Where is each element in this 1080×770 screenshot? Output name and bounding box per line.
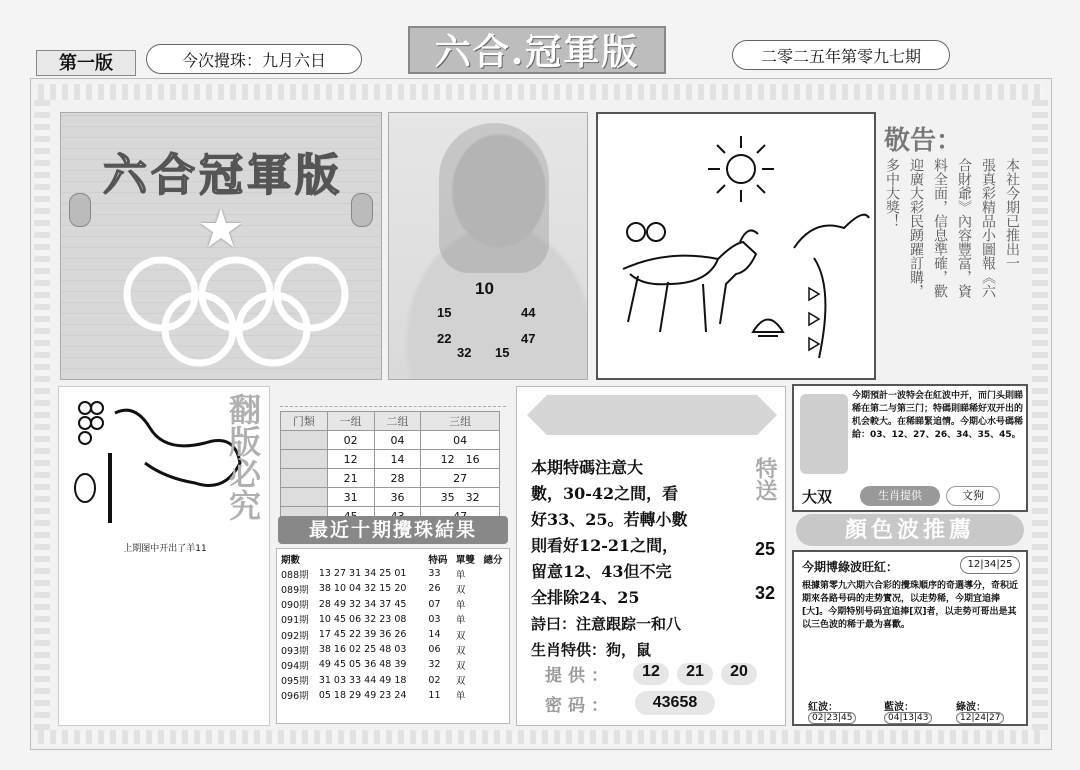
results-issue: 091期 <box>281 615 309 627</box>
red-wave-label: 紅波： <box>808 702 838 713</box>
zone-cell: 14 <box>374 450 421 469</box>
zone-cell: 36 <box>374 488 421 507</box>
zone-header-cell: 一组 <box>327 412 374 431</box>
results-special: 14 <box>428 629 441 641</box>
red-wave-value: 02|23|45 <box>808 712 856 724</box>
zone-table-title <box>280 392 506 407</box>
results-issue: 089期 <box>281 584 309 596</box>
results-oe: 单 <box>455 569 466 581</box>
results-special: 32 <box>428 659 441 671</box>
notice-title: 敬告： <box>884 126 963 156</box>
lantern-right-icon <box>351 193 373 227</box>
zone-cell: 04 <box>374 431 421 450</box>
shengxiao-value: 文狗 <box>946 486 1000 506</box>
zone-table-header <box>281 412 500 431</box>
results-special: 06 <box>428 644 441 656</box>
provide-number: 20 <box>721 663 757 685</box>
green-wave-value: 12|24|27 <box>956 712 1004 724</box>
special-code-banner <box>527 395 777 435</box>
shengxiao-label: 生肖提供 <box>860 486 940 506</box>
results-row <box>279 688 509 703</box>
zone-header-cell: 门類 <box>281 412 328 431</box>
photo-number: 32 <box>457 345 472 360</box>
results-title: 最近十期攪珠結果 <box>278 516 508 544</box>
results-oe: 双 <box>455 645 466 657</box>
top-decor-band <box>38 84 1044 100</box>
left-decor-band <box>34 100 50 730</box>
zone-cell: 27 <box>421 469 500 488</box>
results-oe: 双 <box>455 676 466 688</box>
results-special: 07 <box>428 598 441 610</box>
tegong-number: 25 <box>755 539 776 559</box>
lotus-icon <box>748 302 788 342</box>
logo-star: ★ <box>196 197 246 260</box>
zone-header-cell: 二组 <box>374 412 421 431</box>
notice-column: 合財爺》內容豐富，資 <box>956 158 972 298</box>
results-row <box>279 566 509 581</box>
advert-panel <box>792 384 1028 512</box>
zone-table-row <box>281 469 500 488</box>
special-code-line: 本期特碼注意大 <box>531 458 644 477</box>
results-nums: 13 27 31 34 25 01 <box>318 568 407 580</box>
photo-number: 44 <box>521 305 536 320</box>
results-special: 33 <box>428 568 441 580</box>
wave-body: 根據第零九六期六合彩的攪珠順序的奇選導分，奇积近期來各路号码的走势實况，以走势稀，今期宜追捧[大]。今期特别号码宜追捧[双]者，以走势可哥出是其以三色波的稀于最为喜歡。 <box>802 581 1019 630</box>
results-special: 03 <box>428 613 441 625</box>
results-header-cell: 特码 <box>428 554 448 566</box>
draw-date: 今次攪珠：九月六日 <box>146 44 362 74</box>
results-issue: 094期 <box>281 660 309 672</box>
special-code-panel <box>516 386 786 726</box>
results-nums: 17 45 22 39 36 26 <box>318 629 407 641</box>
zone-table <box>280 411 500 526</box>
zodiac-line: 生肖特供：狗，鼠 <box>531 641 652 659</box>
photo-number: 22 <box>437 331 452 346</box>
logo-panel <box>60 112 382 380</box>
provide-number: 12 <box>633 663 669 685</box>
zone-table-row <box>281 431 500 450</box>
results-row <box>279 657 509 672</box>
wave-panel <box>792 550 1028 726</box>
results-special: 26 <box>428 583 441 595</box>
photo-number: 15 <box>437 305 452 320</box>
results-header <box>279 551 509 566</box>
zone-cell: 12 <box>327 450 374 469</box>
wave-badge: 12|34|25 <box>960 556 1020 574</box>
results-row <box>279 627 509 642</box>
tegong-label: 特送 <box>752 457 778 501</box>
notice-column: 多中大獎！ <box>884 158 900 228</box>
results-nums: 05 18 29 49 23 24 <box>318 689 407 701</box>
sun-icon <box>706 134 776 204</box>
results-special: 11 <box>428 689 441 701</box>
special-code-line: 留意12、43但不完 <box>531 562 672 581</box>
advert-text: 今期預計一波特会在紅波中开，而门头則睇稀在第二与第三门；特碼則睇稀好双开出的机会較大。在稀睇緊追情。今期心水号碼稀給：03、12、27、26、34、35、45。 <box>852 391 1024 440</box>
zone-cell: 12 16 <box>421 450 500 469</box>
advert-image <box>800 394 848 474</box>
notice-column: 本社今期已推出一 <box>1004 158 1020 270</box>
provide-label: 提供： <box>545 666 614 686</box>
wave-recommend-title: 顏色波推薦 <box>796 514 1024 546</box>
special-code-text <box>531 455 741 663</box>
results-header-cell: 單雙 <box>455 554 475 566</box>
special-code-line: 則看好12-21之間， <box>531 536 679 555</box>
results-header-cell: 總分 <box>483 554 503 566</box>
blue-wave-value: 04|13|43 <box>884 712 932 724</box>
zone-cell: 04 <box>421 431 500 450</box>
results-oe: 单 <box>455 691 466 703</box>
results-oe: 双 <box>455 660 466 672</box>
results-oe: 单 <box>455 615 466 627</box>
green-wave-label: 綠波： <box>956 702 986 713</box>
notice-column: 迎廣大彩民踴躍訂購， <box>908 158 924 298</box>
zone-table-row <box>281 488 500 507</box>
tegong-number: 32 <box>755 583 776 603</box>
code-label: 密码： <box>545 696 614 716</box>
results-row <box>279 597 509 612</box>
results-issue: 095期 <box>281 676 309 688</box>
code-value: 43658 <box>635 691 715 715</box>
special-code-line: 數，30-42之間，看 <box>531 484 679 503</box>
zone-table-row <box>281 450 500 469</box>
provide-number: 21 <box>677 663 713 685</box>
poem-line: 詩曰：注意跟踪一和八 <box>531 615 682 633</box>
zone-cell: 31 <box>327 488 374 507</box>
zone-header-cell: 三组 <box>421 412 500 431</box>
results-issue: 090期 <box>281 600 309 612</box>
blue-wave-label: 藍波： <box>884 702 914 713</box>
wave-title: 今期博綠波旺紅： <box>802 560 899 574</box>
results-oe: 双 <box>455 584 466 596</box>
photo-number: 15 <box>495 345 510 360</box>
results-row <box>279 673 509 688</box>
results-issue: 088期 <box>281 569 309 581</box>
copyright-notice: 翻版必究 <box>224 393 262 521</box>
results-header-cell: 期數 <box>281 554 301 566</box>
results-nums: 10 45 06 32 23 08 <box>318 613 407 625</box>
results-nums: 28 49 32 34 37 45 <box>318 598 407 610</box>
results-row <box>279 581 509 596</box>
rooster-flower-icon <box>774 198 874 368</box>
rooster-caption: 上期图中开出了羊11 <box>123 544 207 554</box>
results-table-panel <box>276 548 510 724</box>
results-table <box>279 551 509 703</box>
daxiao-label: 大双 <box>802 488 833 506</box>
results-issue: 093期 <box>281 645 309 657</box>
results-nums: 31 03 33 44 49 18 <box>318 674 407 686</box>
puzzle-drawing-panel <box>596 112 876 380</box>
zone-cell: 35 32 <box>421 488 500 507</box>
results-oe: 双 <box>455 630 466 642</box>
photo-number: 10 <box>475 279 494 298</box>
zone-cell: 02 <box>327 431 374 450</box>
results-oe: 单 <box>455 600 466 612</box>
notice-panel <box>880 112 1026 380</box>
banner-title: 六合.冠軍版 <box>408 26 666 74</box>
zone-table-panel <box>280 392 506 512</box>
results-nums: 38 16 02 25 48 03 <box>318 644 407 656</box>
photo-figure <box>439 123 549 273</box>
results-issue: 096期 <box>281 691 309 703</box>
results-nums: 49 45 05 36 48 39 <box>318 659 407 671</box>
photo-number: 47 <box>521 331 536 346</box>
notice-column: 張真彩精品小圖報《六 <box>980 158 996 298</box>
olympic-rings-icon <box>121 249 351 369</box>
notice-body <box>886 158 1022 374</box>
issue-number: 二零二五年第零九七期 <box>732 40 950 70</box>
special-code-line: 好33、25。若轉小數 <box>531 510 688 529</box>
results-issue: 092期 <box>281 630 309 642</box>
lantern-left-icon <box>69 193 91 227</box>
edition-label: 第一版 <box>36 50 136 76</box>
photo-panel <box>388 112 588 380</box>
bottom-decor-band <box>38 730 1044 744</box>
special-code-line: 全排除24、25 <box>531 588 640 607</box>
results-row <box>279 642 509 657</box>
logo-title: 六合冠軍版 <box>103 150 343 201</box>
results-nums: 38 10 04 32 15 20 <box>318 583 407 595</box>
zone-cell: 28 <box>374 469 421 488</box>
zone-cell: 21 <box>327 469 374 488</box>
right-decor-band <box>1032 100 1048 730</box>
results-row <box>279 612 509 627</box>
notice-column: 料全面，信息準確，歡 <box>932 158 948 298</box>
results-special: 02 <box>428 674 441 686</box>
